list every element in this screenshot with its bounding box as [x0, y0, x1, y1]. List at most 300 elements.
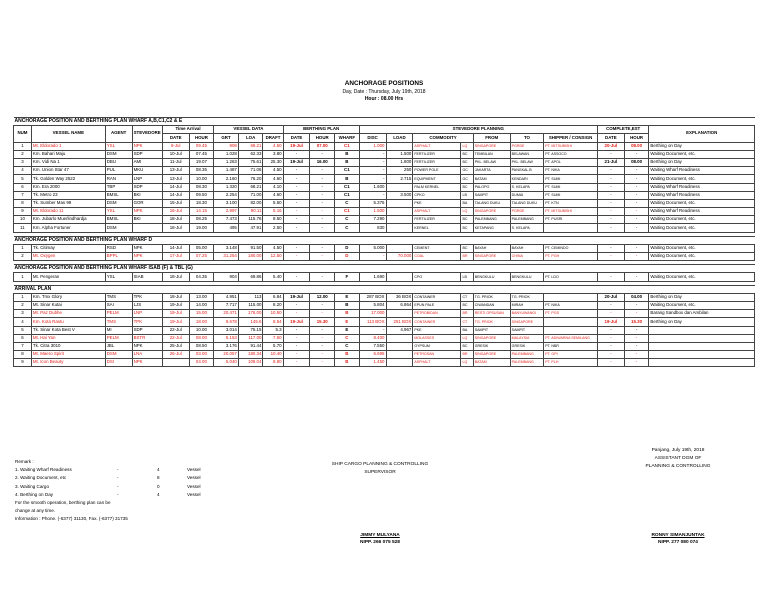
table-cell: 19.00 [189, 224, 214, 232]
table-cell: RSD [105, 244, 132, 252]
table-cell: - [624, 273, 649, 281]
table-cell: - [283, 183, 310, 191]
table-cell: 3.80 [263, 150, 283, 158]
table-cell: ASPHALT [413, 208, 461, 216]
table-cell: CONTAINER [413, 293, 461, 301]
table-cell: 4.50 [263, 167, 283, 175]
table-cell: 12.00 [310, 293, 335, 301]
table-cell: Mt. Eldorado 11 [31, 208, 105, 216]
table-cell: Km. Union Star 47 [31, 167, 105, 175]
table-cell: Tk. Sumber Mas 99 [31, 199, 105, 207]
table-cell: 8-Jul [162, 142, 189, 150]
table-cell: - [359, 158, 386, 166]
table-cell: BATAM [473, 175, 510, 183]
table-cell: 9 [14, 208, 32, 216]
table-cell: 830 [359, 224, 386, 232]
table-cell: SAMPIT [473, 191, 510, 199]
table-cell: Mt. Hai Yan [31, 334, 105, 342]
table-cell: 07.45 [189, 150, 214, 158]
table-cell: 75.15 [238, 326, 263, 334]
table-cell: B [335, 351, 360, 359]
table-cell: - [624, 183, 649, 191]
col-wharf: WHARF [335, 134, 360, 142]
table-cell: 1 [14, 293, 32, 301]
table-cell: - [310, 334, 335, 342]
table-cell: LQ [461, 334, 473, 342]
table-cell: 2 [14, 150, 32, 158]
table-cell: C1 [335, 142, 360, 150]
table-cell: 7 [14, 191, 32, 199]
table-cell: 15.00 [189, 310, 214, 318]
table-cell: - [624, 199, 649, 207]
table-cell: 4.967 [386, 326, 413, 334]
table-cell: - [359, 175, 386, 183]
table-cell: MKU [132, 167, 162, 175]
table-cell [649, 334, 755, 342]
table-cell: 5.50 [263, 199, 283, 207]
section-title: ARRIVAL PLAN [14, 285, 755, 293]
table-cell: Waiting Document, etc. [649, 175, 755, 183]
table-cell: FERTILIZER [413, 150, 461, 158]
table-cell: B [335, 310, 360, 318]
table-cell: 13-Jul [162, 175, 189, 183]
section-title: ANCHORAGE POSITION AND BERTHING PLAN WHARF ISAB (F) & TBL (G) [14, 265, 755, 273]
table-cell: 08.35 [189, 167, 214, 175]
table-cell: - [283, 216, 310, 224]
table-cell: 1.500 [359, 208, 386, 216]
table-cell: C1 [335, 183, 360, 191]
table-cell: PT. NIKA [544, 167, 598, 175]
table-cell: 8.20 [263, 301, 283, 309]
table-cell: RESTI OPSUSAN [473, 310, 510, 318]
page-title: ANCHORAGE POSITIONS [344, 80, 424, 87]
table-cell: BC [461, 301, 473, 309]
table-cell: SAI [105, 301, 132, 309]
table-cell [649, 359, 755, 367]
table-cell: 4.60 [263, 191, 283, 199]
table-row [14, 199, 755, 207]
table-cell: BA [461, 199, 473, 207]
table-cell: FERTILIZER [413, 158, 461, 166]
anchorage-table [13, 117, 755, 367]
table-cell: PT. PGS [544, 310, 598, 318]
table-cell: - [597, 167, 624, 175]
table-cell: PKL. BELAW [473, 158, 510, 166]
table-cell: 180.00 [238, 253, 263, 261]
remark-field: - [117, 491, 119, 497]
table-cell: BPPL [105, 253, 132, 261]
table-cell [162, 359, 189, 367]
table-cell: 113 BOX [359, 318, 386, 326]
col-hour: HOUR [189, 134, 214, 142]
table-cell: DSM [105, 150, 132, 158]
table-cell: MIRAH [510, 301, 544, 309]
table-cell: 71.00 [238, 191, 263, 199]
table-cell: Km. Vidi Na 1 [31, 158, 105, 166]
table-cell: 1.600 [359, 183, 386, 191]
table-row [14, 310, 755, 318]
remarks-note: change at any time. [15, 508, 56, 514]
supervisor-nipp: NIPP. 266 075 528 [360, 540, 400, 545]
table-cell: PT. SUMI [544, 191, 598, 199]
table-cell: - [283, 244, 310, 252]
table-cell: NPK [132, 244, 162, 252]
table-cell: 7.550 [359, 342, 386, 350]
table-cell: PALEMBANG [510, 216, 544, 224]
table-cell: 4.50 [263, 142, 283, 150]
table-cell: PT. ASSOCO [544, 150, 598, 158]
remark-field: Vessel [187, 475, 201, 481]
table-cell: MOLASSES [413, 334, 461, 342]
table-cell: 5.804 [359, 301, 386, 309]
table-cell: FERTILIZER [413, 216, 461, 224]
table-cell: - [597, 273, 624, 281]
table-cell: GOR [132, 199, 162, 207]
table-cell: CONTAINER [413, 318, 461, 326]
table-cell [386, 351, 413, 359]
table-cell: 08.00 [624, 142, 649, 150]
table-cell [649, 326, 755, 334]
table-cell: - [624, 334, 649, 342]
table-cell: AMI [132, 158, 162, 166]
table-cell: - [624, 150, 649, 158]
table-cell: 8.80 [263, 359, 283, 367]
table-cell: KENDARI [510, 175, 544, 183]
table-cell: BMSL [105, 216, 132, 224]
table-cell [386, 199, 413, 207]
table-cell: 68.21 [238, 183, 263, 191]
remark-field: 4 [157, 467, 160, 473]
col-to: TO [510, 134, 544, 142]
table-cell: Waiting Document, etc. [649, 273, 755, 281]
table-cell: Waiting Document, etc. [649, 244, 755, 252]
supervisor-signature [300, 461, 460, 477]
col-grt: GRT [214, 134, 239, 142]
table-cell: 25-Jul [162, 342, 189, 350]
table-cell: 6.695 [359, 351, 386, 359]
table-cell: LQ [461, 208, 473, 216]
table-cell: 3.176 [214, 342, 239, 350]
table-cell: - [283, 351, 310, 359]
table-cell: 1.500 [386, 150, 413, 158]
table-cell: BELAWAN [510, 150, 544, 158]
table-cell: 19-Jul [162, 310, 189, 318]
table-cell: 5 [14, 175, 32, 183]
table-cell: 14.00 [189, 301, 214, 309]
remark-field: Vessel [187, 483, 201, 489]
supervisor-name-block [300, 532, 460, 546]
assistant-name-block [588, 532, 768, 546]
table-cell: 5.40 [263, 273, 283, 281]
table-cell: PALEMBANG [510, 359, 544, 367]
table-cell: DBU [105, 158, 132, 166]
table-cell: C [335, 216, 360, 224]
table-cell: 3.014 [214, 326, 239, 334]
table-cell: PT. ADIWARNA SEMILANG [544, 334, 598, 342]
table-cell: Km. Kota Rastu [31, 318, 105, 326]
table-cell: - [597, 351, 624, 359]
table-row [14, 216, 755, 224]
table-cell: SINGAPORE [473, 334, 510, 342]
table-row [14, 158, 755, 166]
col-agent: AGENT [105, 126, 132, 142]
remark-field: - [117, 483, 119, 489]
table-cell: 1.450 [359, 359, 386, 367]
table-cell: - [597, 310, 624, 318]
table-cell: PALEMBANG [510, 351, 544, 359]
table-cell: 1.000 [359, 142, 386, 150]
table-cell [649, 351, 755, 359]
table-row [14, 301, 755, 309]
table-cell [544, 293, 598, 301]
table-cell: CPO [413, 273, 461, 281]
col-shipper: SHIPPER / CONSIGN [544, 134, 598, 142]
table-cell: 6 [14, 334, 32, 342]
table-cell: C [335, 342, 360, 350]
table-cell: TPK [132, 293, 162, 301]
col-draft: DRAFT [263, 134, 283, 142]
table-cell: Mt. Pengeran [31, 273, 105, 281]
table-cell: Berthing on Day [649, 318, 755, 326]
table-cell: - [283, 224, 310, 232]
table-cell: RAN [105, 175, 132, 183]
table-cell: PKL. BELAW [510, 158, 544, 166]
table-cell: PT. PGH [544, 253, 598, 261]
table-cell: SAMPIT [473, 326, 510, 334]
table-cell: 1 [14, 244, 32, 252]
table-cell: CT [461, 318, 473, 326]
table-cell: - [597, 342, 624, 350]
col-complete-hour: HOUR [624, 134, 649, 142]
table-cell: BA [461, 326, 473, 334]
table-cell: 1.487 [214, 167, 239, 175]
table-cell: 17-Jul [162, 253, 189, 261]
table-cell: 1 [14, 273, 32, 281]
table-cell: KERNEL [413, 224, 461, 232]
table-cell: E [335, 293, 360, 301]
table-row [14, 150, 755, 158]
col-disc: DISC [359, 134, 386, 142]
table-cell [132, 224, 162, 232]
table-cell: PT. GPI [544, 351, 598, 359]
table-cell: 2 [14, 253, 32, 261]
table-cell [386, 244, 413, 252]
col-time-arrival: Time Arrival [162, 126, 213, 134]
supervisor-name: JIMMY MULYANA [360, 533, 400, 538]
table-cell [386, 208, 413, 216]
table-cell: Mt. Maero Spirit [31, 351, 105, 359]
table-cell: 2.50 [263, 224, 283, 232]
table-cell: 4 [14, 167, 32, 175]
table-cell: Berthing on Day [649, 142, 755, 150]
table-cell: PT. APOL [544, 158, 598, 166]
col-explanation: EXPLANATION [649, 126, 755, 142]
table-cell: Berthing on Day [649, 158, 755, 166]
table-cell: 17.000 [359, 310, 386, 318]
table-cell: 19-Jul [162, 318, 189, 326]
table-cell [386, 342, 413, 350]
table-cell: 18-Jul [162, 273, 189, 281]
table-cell: JAKARTA [473, 167, 510, 175]
table-cell: BENGKULU [510, 273, 544, 281]
table-cell: 904 [214, 273, 239, 281]
col-vessel-data: VESSEL DATA [214, 126, 283, 134]
table-cell: S. KELAPA [510, 224, 544, 232]
table-cell: B [335, 150, 360, 158]
table-cell: - [310, 191, 335, 199]
hour-line: Hour : 08.00 Hrs [364, 96, 404, 102]
col-loa: LOA [238, 134, 263, 142]
table-cell: NPK [132, 253, 162, 261]
table-cell: - [624, 326, 649, 334]
assistant-nipp: NIPP. 277 080 074 [658, 540, 698, 545]
table-cell: 3.500 [386, 191, 413, 199]
table-cell: SINGAPORE [473, 351, 510, 359]
remarks-note: For the smooth operation, berthing plan can be [15, 500, 111, 506]
table-cell: 10.00 [189, 326, 214, 334]
table-cell: 69.21 [238, 142, 263, 150]
table-cell: Mt. Oxygen [31, 253, 105, 261]
remark-field: Vessel [187, 467, 201, 473]
table-cell: BC [461, 224, 473, 232]
table-cell: 31.254 [214, 253, 239, 261]
table-cell: DSI [105, 359, 132, 367]
table-cell: - [310, 326, 335, 334]
table-cell: Waiting Document, etc. [649, 150, 755, 158]
col-berth-date: DATE [283, 134, 310, 142]
table-cell: 2.997 [214, 208, 239, 216]
table-cell: 251 BOX [386, 318, 413, 326]
table-cell: 8.54 [263, 318, 283, 326]
table-cell: 71.06 [238, 167, 263, 175]
table-cell: Waiting Wharf Readiness [649, 167, 755, 175]
table-cell: 14-Jul [162, 191, 189, 199]
table-cell: D [335, 253, 360, 261]
table-cell: 07.25 [189, 253, 214, 261]
table-cell: Waiting Document, etc. [649, 216, 755, 224]
table-cell: 91.50 [238, 244, 263, 252]
date-line: Day, Date : Thursday, July 19th, 2018 [342, 89, 426, 95]
table-cell: PGRDE [510, 142, 544, 150]
table-cell: 14-Jul [162, 183, 189, 191]
table-cell: 03.00 [189, 351, 214, 359]
table-cell: 5.040 [214, 359, 239, 367]
table-cell: BKI [132, 216, 162, 224]
table-cell: 250 [386, 167, 413, 175]
table-cell: 113 [238, 293, 263, 301]
table-cell: - [624, 253, 649, 261]
table-row [14, 183, 755, 191]
table-cell: 7 [14, 342, 32, 350]
col-vessel: VESSEL NAME [31, 126, 105, 142]
table-cell: - [310, 199, 335, 207]
table-cell: SAMPIT [510, 326, 544, 334]
table-cell: TALANG DUKU [473, 199, 510, 207]
remark-field: - [117, 467, 119, 473]
table-cell: 18.00 [189, 318, 214, 326]
table-cell: 908 [214, 142, 239, 150]
table-cell: 3.148 [214, 244, 239, 252]
table-cell [386, 334, 413, 342]
table-cell: - [283, 334, 310, 342]
table-cell: - [310, 351, 335, 359]
table-cell: 04.00 [189, 359, 214, 367]
table-cell: 4.60 [263, 175, 283, 183]
table-cell: 8 [14, 351, 32, 359]
table-cell: - [310, 253, 335, 261]
table-cell: NPK [132, 142, 162, 150]
table-cell: Tk. Sinar Kota Best V [31, 326, 105, 334]
table-cell: 19-Jul [162, 301, 189, 309]
table-cell: SDP [132, 150, 162, 158]
table-cell: LQ [461, 142, 473, 150]
table-row [14, 244, 755, 252]
table-cell: SINGAPORE [510, 318, 544, 326]
remarks-list [15, 466, 201, 499]
table-cell: BSTR [132, 334, 162, 342]
col-load: LOAD [386, 134, 413, 142]
table-cell: - [359, 191, 386, 199]
table-cell: YSL [105, 273, 132, 281]
table-cell: 8.400 [359, 334, 386, 342]
table-cell: GRESIK [510, 342, 544, 350]
col-berthing-plan: BERTHING PLAN [283, 126, 359, 134]
table-cell: - [624, 301, 649, 309]
table-cell: Mt. Eldorado 1 [31, 142, 105, 150]
table-cell: - [310, 244, 335, 252]
table-cell: 22-Jul [162, 334, 189, 342]
table-cell: Km. Jubarlo Muerlindhardja [31, 216, 105, 224]
table-cell: - [310, 342, 335, 350]
table-cell: - [624, 351, 649, 359]
table-cell: - [597, 175, 624, 183]
table-cell: E [335, 318, 360, 326]
table-cell: - [283, 208, 310, 216]
section-title: ANCHORAGE POSITION AND BERTHING PLAN WHARF D [14, 236, 755, 244]
table-cell: 12.50 [263, 253, 283, 261]
table-row [14, 224, 755, 232]
table-cell: - [283, 301, 310, 309]
table-cell: Tk. Metro 23 [31, 191, 105, 199]
table-cell: PGRDE [510, 208, 544, 216]
table-cell: - [359, 326, 386, 334]
table-cell: TG. PRIOK [473, 318, 510, 326]
table-cell: Mt. Paz Dubhe [31, 310, 105, 318]
remark-field: 1. Waiting Wharf Readiness [15, 467, 72, 473]
table-cell: - [310, 183, 335, 191]
table-cell: BMSL [105, 191, 132, 199]
table-cell: EQUIPMENT [413, 175, 461, 183]
table-cell: BC [461, 244, 473, 252]
table-cell: 18-Jul [162, 216, 189, 224]
table-cell: GRESIK [473, 342, 510, 350]
table-body [14, 118, 755, 367]
table-cell: - [283, 150, 310, 158]
table-cell: - [310, 175, 335, 183]
table-cell: - [283, 326, 310, 334]
table-cell: TPK [132, 318, 162, 326]
table-cell [386, 142, 413, 150]
table-cell: Berthing on Day [649, 293, 755, 301]
table-cell: C [335, 224, 360, 232]
remark-item [15, 483, 201, 491]
table-cell: Waiting Document, etc. [649, 301, 755, 309]
table-cell: 18-Jul [162, 293, 189, 301]
table-cell: 180.34 [238, 351, 263, 359]
table-cell: 16.00 [310, 158, 335, 166]
table-cell: - [624, 359, 649, 367]
table-cell: Km. Tmx Glory [31, 293, 105, 301]
